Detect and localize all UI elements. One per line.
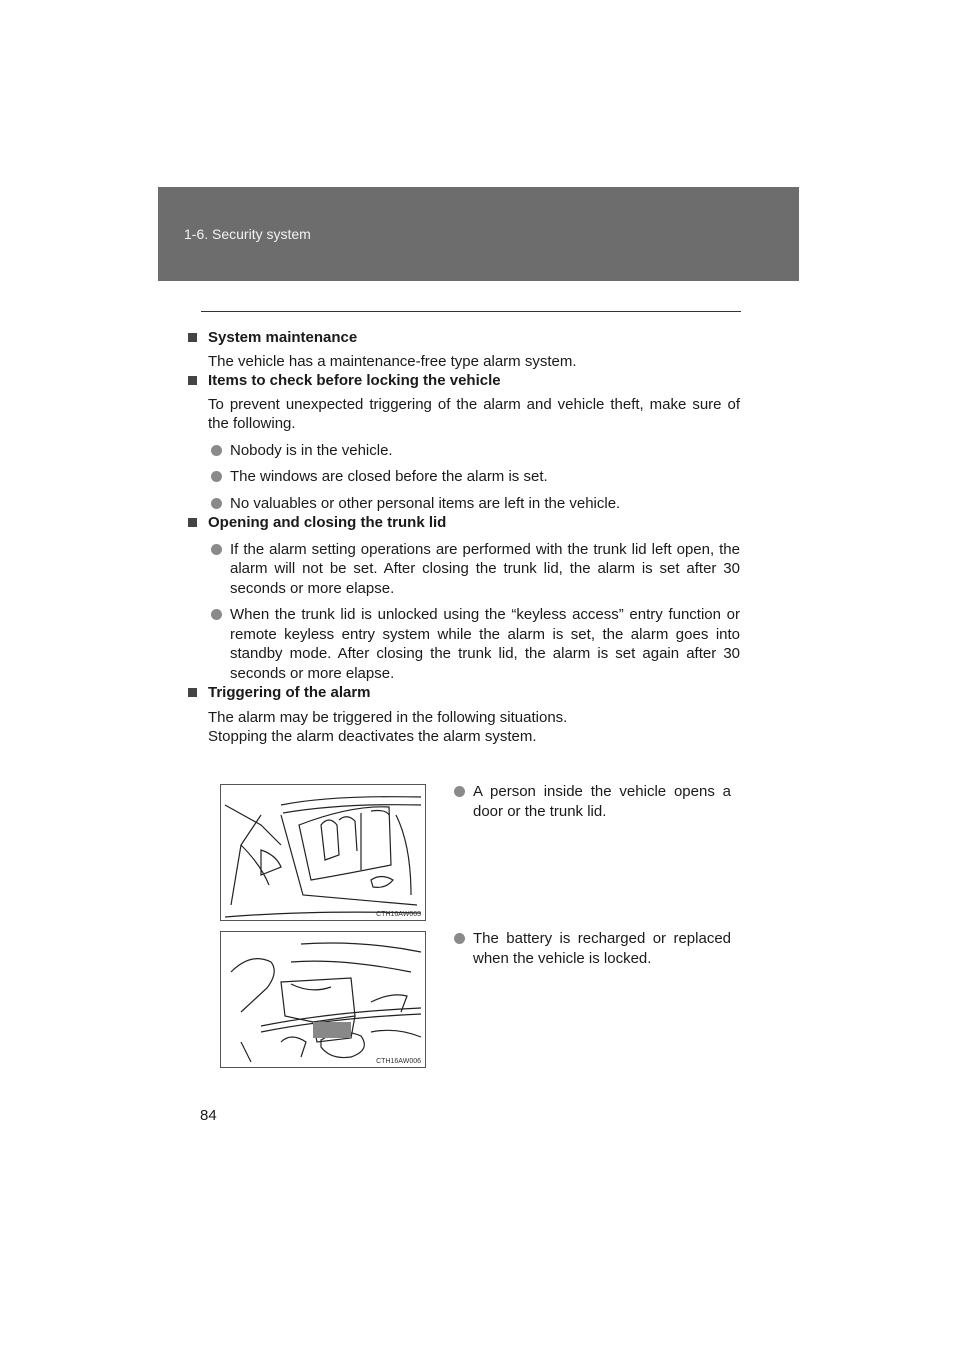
divider	[201, 311, 741, 312]
list-item: The battery is recharged or replaced when the vehicle is locked.	[431, 929, 731, 968]
list-item: A person inside the vehicle opens a door or the trunk lid.	[431, 782, 731, 821]
square-bullet-icon	[188, 518, 197, 527]
figure-code: CTH16AW006	[376, 1058, 421, 1065]
figure-caption	[431, 782, 731, 821]
section-title: 1-6. Security system	[184, 226, 311, 242]
list-item: The windows are closed before the alarm is set.	[188, 467, 740, 487]
section-trunk-lid	[188, 513, 740, 683]
paragraph: Stopping the alarm deactivates the alarm system.	[208, 728, 537, 745]
circle-bullet-icon	[211, 609, 222, 620]
circle-bullet-icon	[211, 544, 222, 555]
square-bullet-icon	[188, 376, 197, 385]
circle-bullet-icon	[211, 445, 222, 456]
list-item: Nobody is in the vehicle.	[188, 441, 740, 461]
battery-illustration	[221, 932, 426, 1068]
content	[188, 328, 740, 747]
square-bullet-icon	[188, 688, 197, 697]
figure-battery-illustration	[220, 931, 426, 1068]
section-triggering	[188, 683, 740, 747]
list-item: No valuables or other personal items are left in the vehicle.	[188, 494, 740, 514]
header-bar	[158, 187, 799, 281]
square-bullet-icon	[188, 333, 197, 342]
circle-bullet-icon	[454, 933, 465, 944]
section-heading: Triggering of the alarm	[188, 683, 740, 703]
list-item: When the trunk lid is unlocked using the “keyless access” entry function or remote keyless entry system while the alarm is set, the alarm goes into standby mode. After closing the trunk lid, the alarm is set again after 30 seconds or more elapse.	[188, 605, 740, 683]
section-heading: Opening and closing the trunk lid	[188, 513, 740, 533]
page-number: 84	[200, 1107, 217, 1124]
list-item: If the alarm setting operations are performed with the trunk lid left open, the alarm will not be set. After closing the trunk lid, the alarm is set after 30 seconds or more elapse.	[188, 540, 740, 599]
section-heading: Items to check before locking the vehicle	[188, 371, 740, 391]
circle-bullet-icon	[211, 471, 222, 482]
section-heading: System maintenance	[188, 328, 740, 348]
figure-caption	[431, 929, 731, 968]
paragraph: To prevent unexpected triggering of the alarm and vehicle theft, make sure of the following.	[208, 395, 740, 432]
paragraph: The vehicle has a maintenance-free type alarm system.	[208, 352, 577, 370]
section-system-maintenance	[188, 328, 740, 371]
paragraph: The alarm may be triggered in the following situations.	[208, 708, 568, 726]
figure-code: CTH16AW003	[376, 911, 421, 918]
circle-bullet-icon	[454, 786, 465, 797]
figure-door-illustration	[220, 784, 426, 921]
car-door-illustration	[221, 785, 426, 921]
circle-bullet-icon	[211, 498, 222, 509]
section-items-to-check	[188, 371, 740, 513]
